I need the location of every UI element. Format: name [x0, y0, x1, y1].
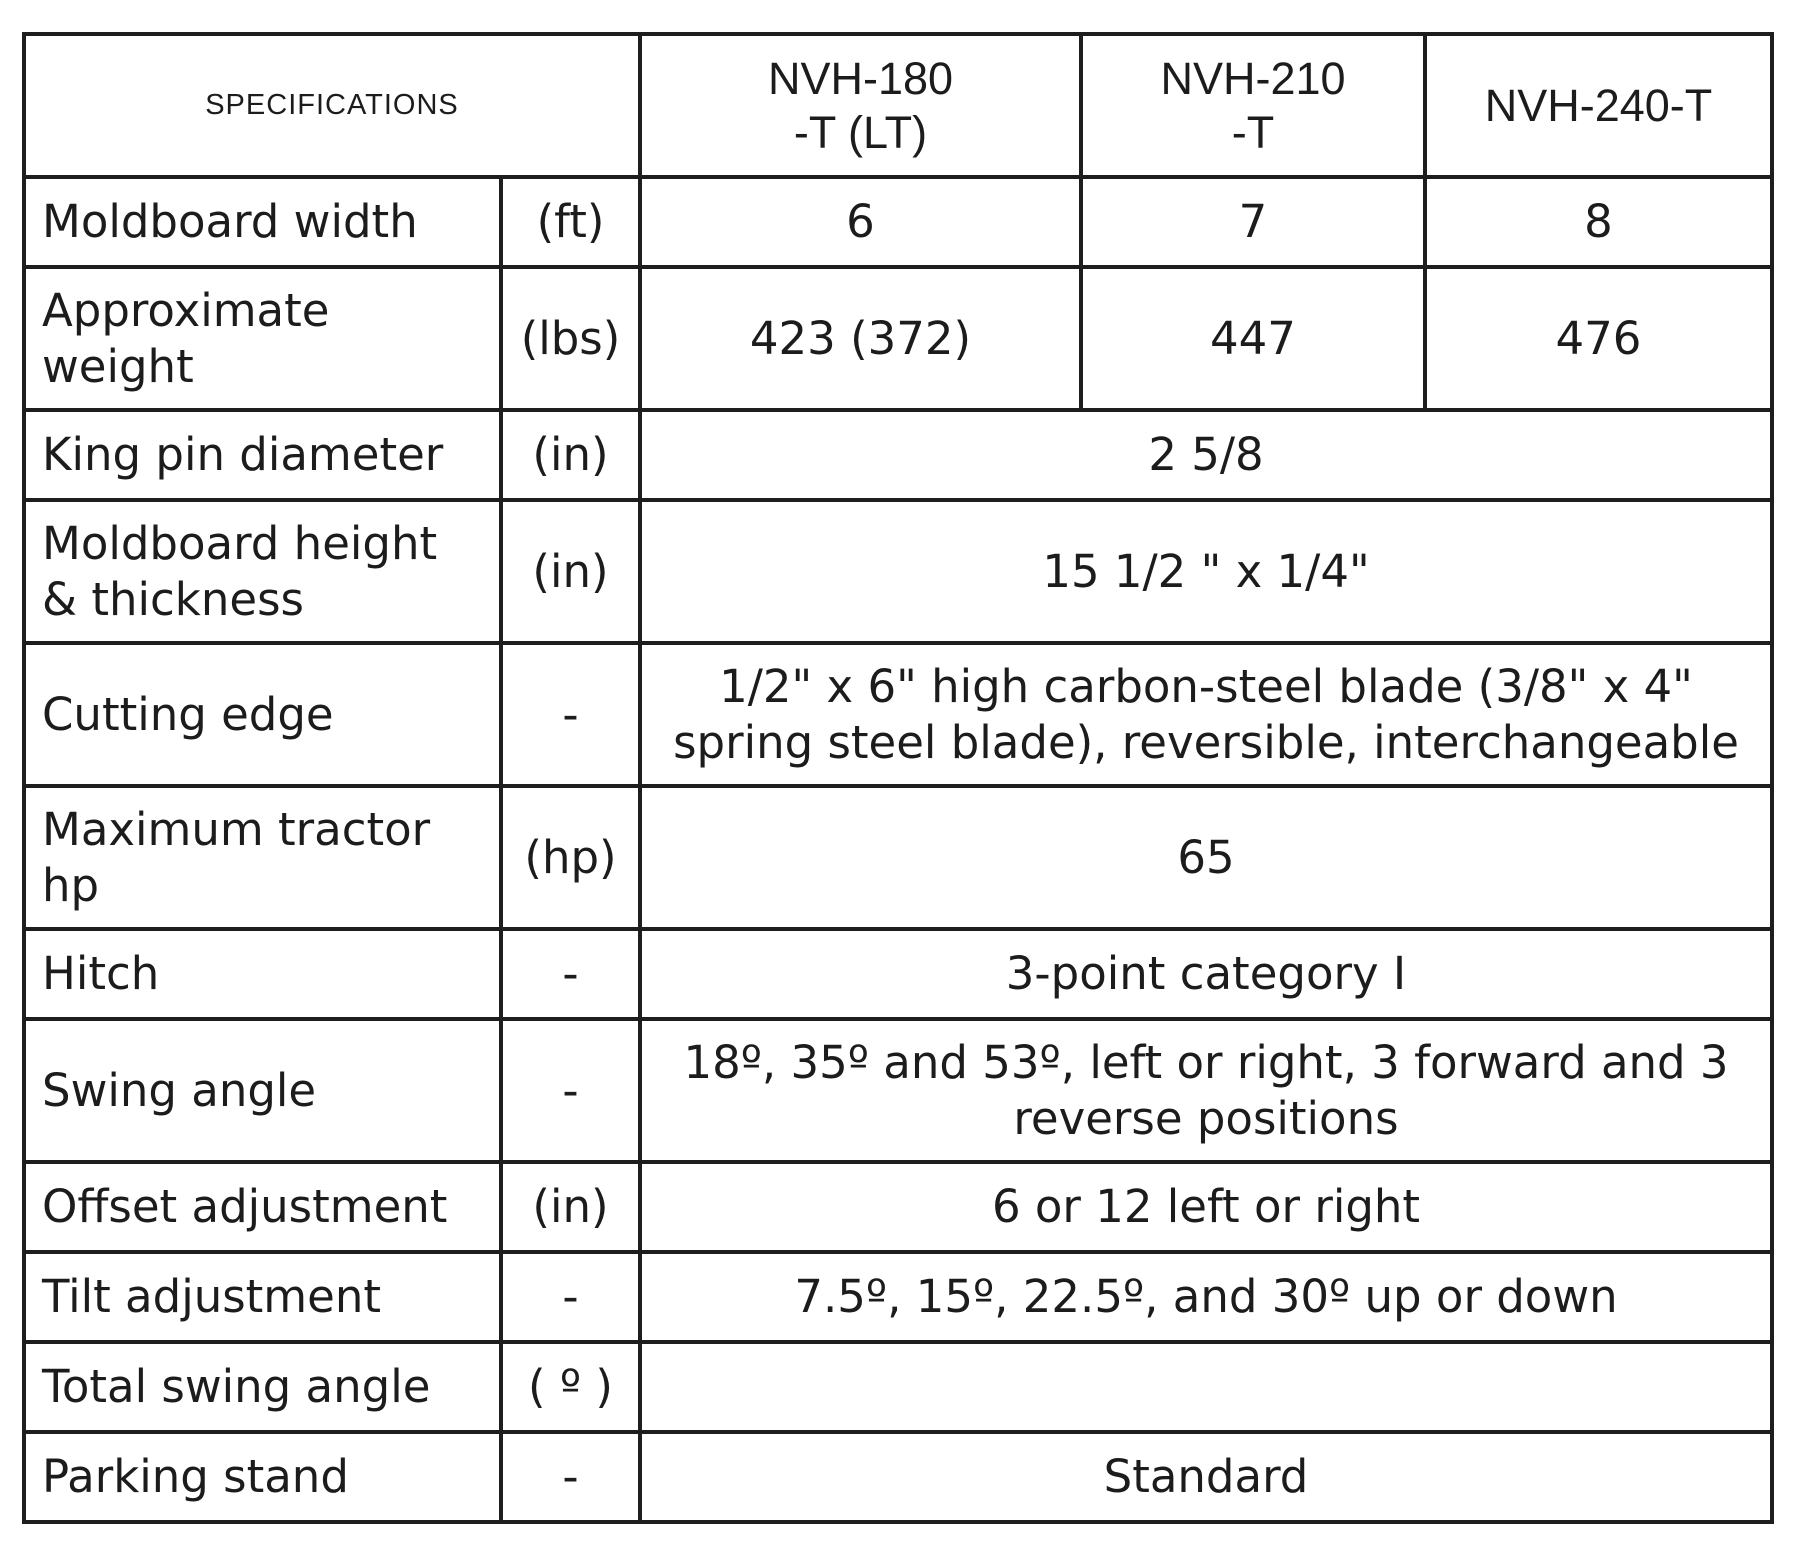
row-label-text: Approximate weight: [42, 284, 330, 393]
row-label: Parking stand: [24, 1432, 501, 1522]
row-label: [24, 786, 501, 929]
value-nvh-210-t: 7: [1081, 177, 1425, 267]
table-row: [24, 929, 1772, 1019]
row-label: Moldboard height & thickness: [24, 500, 501, 643]
table-row: [24, 500, 1772, 643]
table-row: [24, 177, 1772, 267]
value-nvh-180-t: 6: [640, 177, 1081, 267]
row-unit: -: [501, 643, 640, 786]
value-all-models: 3-point category I: [640, 929, 1772, 1019]
table-row: [24, 1252, 1772, 1342]
model-name: NVH-210-T: [1160, 53, 1346, 158]
value-all-models: 6 or 12 left or right: [640, 1162, 1772, 1252]
row-unit: (in): [501, 410, 640, 500]
value-all-models: 2 5/8: [640, 410, 1772, 500]
value-nvh-240-t: 476: [1425, 267, 1772, 410]
model-name: NVH-180-T (LT): [767, 53, 954, 158]
value-all-models: [640, 1342, 1772, 1432]
row-label: Hitch: [24, 929, 501, 1019]
value-nvh-180-t: 423 (372): [640, 267, 1081, 410]
row-unit: -: [501, 1019, 640, 1162]
row-label: Swing angle: [24, 1019, 501, 1162]
row-unit: (hp): [501, 786, 640, 929]
value-all-models: 1/2" x 6" high carbon-steel blade (3/8" x 4" spring steel blade), reversible, interchangeable: [640, 643, 1772, 786]
table-row: [24, 267, 1772, 410]
row-unit: (in): [501, 1162, 640, 1252]
table-row: [24, 1019, 1772, 1162]
row-unit: (in): [501, 500, 640, 643]
row-label-text: Maximum tractor hp: [42, 803, 431, 912]
table-row: [24, 1162, 1772, 1252]
model-header-nvh-210-t: [1081, 34, 1425, 177]
row-label: Moldboard width: [24, 177, 501, 267]
row-unit: -: [501, 929, 640, 1019]
value-all-models: 65: [640, 786, 1772, 929]
table-row: [24, 1432, 1772, 1522]
table-row: [24, 643, 1772, 786]
table-row: [24, 410, 1772, 500]
model-name: NVH-240-T: [1484, 79, 1713, 131]
value-nvh-210-t: 447: [1081, 267, 1425, 410]
row-label: [24, 267, 501, 410]
specifications-header: SPECIFICATIONS: [24, 34, 640, 177]
row-unit: -: [501, 1252, 640, 1342]
model-header-nvh-240-t: [1425, 34, 1772, 177]
row-unit: (lbs): [501, 267, 640, 410]
header-row: [24, 34, 1772, 177]
row-label: Total swing angle: [24, 1342, 501, 1432]
table-row: [24, 786, 1772, 929]
model-header-nvh-180-t: [640, 34, 1081, 177]
row-unit: -: [501, 1432, 640, 1522]
table-row: [24, 1342, 1772, 1432]
row-label: Tilt adjustment: [24, 1252, 501, 1342]
value-all-models: 18º, 35º and 53º, left or right, 3 forward and 3 reverse positions: [640, 1019, 1772, 1162]
value-nvh-240-t: 8: [1425, 177, 1772, 267]
row-unit: ( º ): [501, 1342, 640, 1432]
specifications-table: [22, 32, 1774, 1524]
row-label: Offset adjustment: [24, 1162, 501, 1252]
value-all-models: Standard: [640, 1432, 1772, 1522]
row-label: King pin diameter: [24, 410, 501, 500]
value-all-models: 15 1/2 " x 1/4": [640, 500, 1772, 643]
value-all-models: 7.5º, 15º, 22.5º, and 30º up or down: [640, 1252, 1772, 1342]
row-unit: (ft): [501, 177, 640, 267]
row-label: Cutting edge: [24, 643, 501, 786]
